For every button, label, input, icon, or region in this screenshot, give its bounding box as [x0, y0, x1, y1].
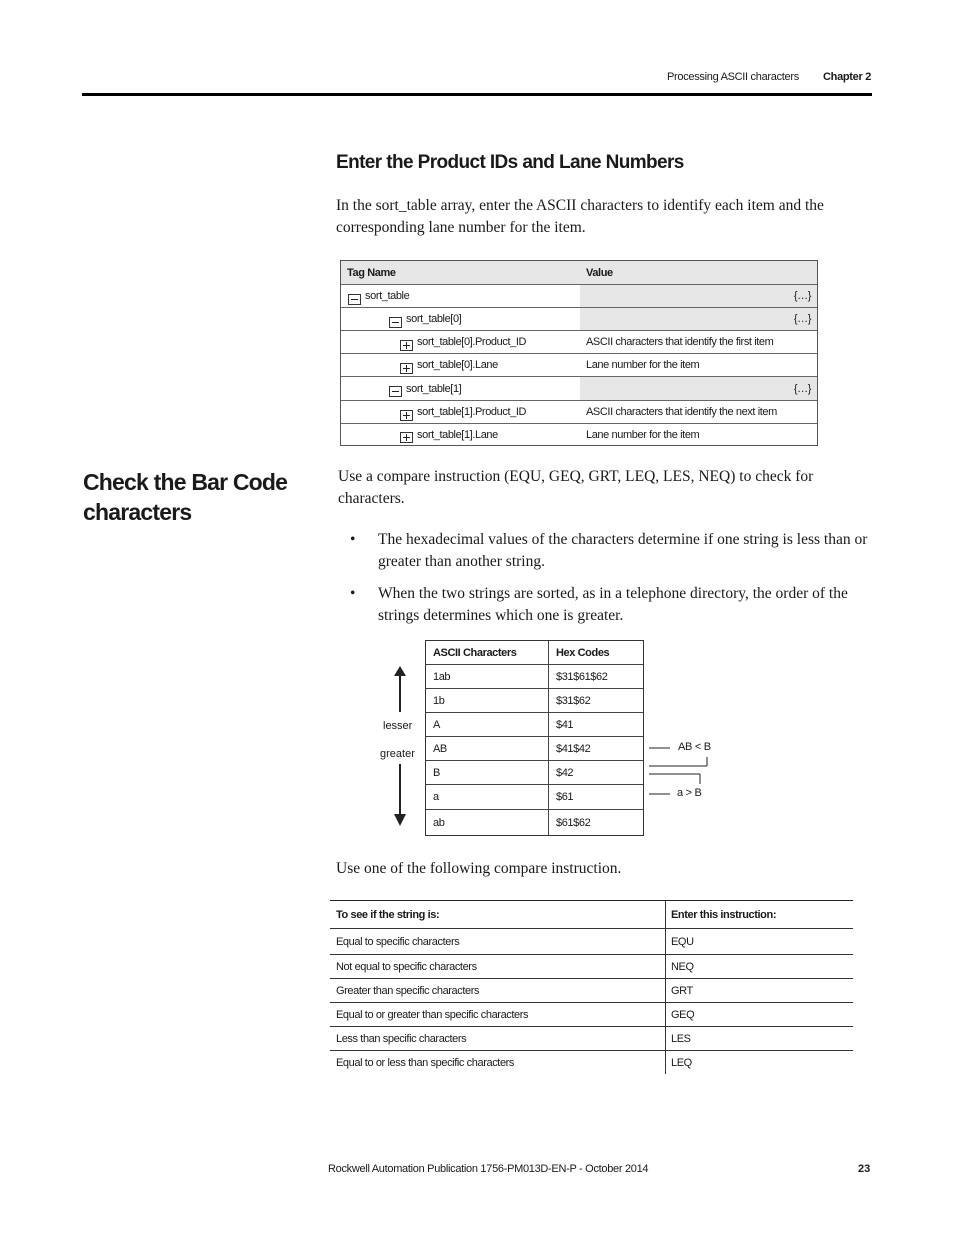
ascii-hex-cell: $41$42 — [556, 742, 591, 755]
ascii-table-row — [426, 688, 643, 712]
ascii-table-row — [426, 784, 643, 809]
running-header-section: Processing ASCII characters — [667, 71, 799, 83]
expand-icon[interactable] — [400, 363, 413, 374]
ascii-table-row — [426, 809, 643, 835]
tag-name: sort_table — [365, 290, 410, 302]
expand-icon[interactable] — [400, 340, 413, 351]
instruction-header-instruction: Enter this instruction: — [671, 908, 777, 921]
bullet-item: The hexadecimal values of the characters determine if one string is less than or greater than another string. — [378, 531, 868, 570]
footer-publication: Rockwell Automation Publication 1756-PM013D-EN-P - October 2014 — [328, 1163, 649, 1175]
instruction-table-row — [330, 954, 853, 978]
tag-value-cell: ASCII characters that identify the next item — [586, 406, 777, 418]
label-greater: greater — [380, 748, 415, 760]
expand-icon[interactable] — [400, 410, 413, 421]
tag-table-row — [341, 353, 817, 376]
ascii-chars-cell: ab — [426, 810, 549, 835]
tag-name: sort_table[1].Product_ID — [417, 406, 527, 418]
bullet-item: When the two strings are sorted, as in a telephone directory, the order of the strings determines which one is greater. — [378, 585, 848, 624]
page-number: 23 — [858, 1163, 871, 1175]
condition-cell: Equal to or greater than specific characters — [330, 1003, 666, 1026]
tag-name: sort_table[0] — [406, 313, 462, 325]
tag-value-cell: Lane number for the item — [586, 359, 700, 371]
tag-value-cell: {…} — [580, 377, 817, 400]
instruction-table-row — [330, 1050, 853, 1074]
instruction-table-row — [330, 1002, 853, 1026]
tag-table-row — [341, 284, 817, 307]
running-header-chapter: Chapter 2 — [823, 71, 872, 83]
tag-name: sort_table[1] — [406, 382, 462, 395]
tag-table-row — [341, 423, 817, 445]
tag-name: sort_table[0].Product_ID — [417, 336, 527, 348]
ascii-chars-cell: 1b — [426, 689, 549, 712]
collapse-icon[interactable] — [389, 317, 402, 328]
instruction-cell: GRT — [671, 984, 693, 997]
tag-value-cell: {…} — [580, 308, 817, 330]
tag-name-cell — [341, 331, 580, 353]
ascii-chars-cell: AB — [426, 737, 549, 760]
instruction-table-row — [330, 1026, 853, 1050]
tag-table-row — [341, 376, 817, 400]
tag-name-cell — [341, 354, 580, 376]
ascii-table-row — [426, 712, 643, 736]
ascii-table-row — [426, 760, 643, 784]
condition-cell: Less than specific characters — [330, 1027, 666, 1050]
tag-table-header-name: Tag Name — [347, 266, 396, 279]
collapse-icon[interactable] — [348, 294, 361, 305]
instruction-table — [330, 900, 853, 1074]
instruction-cell: LES — [671, 1032, 691, 1045]
tag-name-cell — [341, 401, 580, 423]
tag-table-row — [341, 400, 817, 423]
condition-cell: Equal to specific characters — [330, 929, 666, 954]
tag-name-cell — [341, 308, 580, 330]
bullet-icon: • — [350, 585, 356, 602]
use-one-paragraph: Use one of the following compare instruction. — [336, 860, 622, 877]
tag-name: sort_table[1].Lane — [417, 428, 498, 441]
tag-name-cell — [341, 285, 580, 307]
annotation-a-greater-b: a > B — [677, 787, 702, 799]
ascii-chars-cell: 1ab — [426, 665, 549, 688]
tag-name-cell — [341, 377, 580, 400]
ascii-table-row — [426, 736, 643, 760]
ascii-hex-cell: $61 — [556, 791, 574, 803]
tag-table — [340, 260, 818, 446]
tag-name-cell — [341, 424, 580, 445]
ascii-header-chars: ASCII Characters — [426, 641, 549, 664]
condition-cell: Not equal to specific characters — [330, 955, 666, 978]
ascii-hex-cell: $41 — [556, 718, 574, 731]
ascii-hex-table — [425, 640, 644, 836]
instruction-cell: LEQ — [671, 1056, 692, 1069]
enter-paragraph: In the sort_table array, enter the ASCII characters to identify each item and the corresponding lane number for the item. — [336, 197, 824, 236]
instruction-table-header-row — [330, 901, 853, 928]
tag-value-cell: {…} — [580, 285, 817, 307]
ascii-hex-cell: $42 — [556, 766, 574, 779]
label-lesser: lesser — [383, 720, 413, 732]
condition-cell: Greater than specific characters — [330, 979, 666, 1002]
section-heading-enter-product-ids: Enter the Product IDs and Lane Numbers — [336, 152, 684, 173]
tag-name: sort_table[0].Lane — [417, 359, 498, 371]
instruction-cell: NEQ — [671, 960, 694, 973]
tag-value-cell: ASCII characters that identify the first item — [586, 336, 774, 348]
ascii-hex-cell: $61$62 — [556, 816, 591, 829]
bullet-icon: • — [350, 531, 356, 548]
sort-order-arrow — [385, 664, 415, 830]
instruction-header-condition: To see if the string is: — [330, 901, 666, 928]
ascii-hex-cell: $31$61$62 — [556, 670, 608, 683]
condition-cell: Equal to or less than specific characters — [330, 1051, 666, 1074]
ascii-table-row — [426, 664, 643, 688]
instruction-table-row — [330, 928, 853, 954]
ascii-chars-cell: B — [426, 761, 549, 784]
ascii-chars-cell: a — [426, 785, 549, 809]
tag-value-cell: Lane number for the item — [586, 428, 700, 441]
ascii-hex-cell: $31$62 — [556, 694, 591, 707]
instruction-cell: GEQ — [671, 1008, 695, 1021]
ascii-header-hex: Hex Codes — [556, 646, 610, 659]
tag-table-row — [341, 330, 817, 353]
collapse-icon[interactable] — [389, 386, 402, 397]
compare-paragraph: Use a compare instruction (EQU, GEQ, GRT, LEQ, LES, NEQ) to check for characters. — [338, 468, 814, 507]
tag-table-header-row — [341, 261, 817, 284]
instruction-table-row — [330, 978, 853, 1002]
tag-table-header-value: Value — [586, 266, 613, 279]
expand-icon[interactable] — [400, 432, 413, 443]
section-heading-check-bar-code: Check the Bar Code characters — [83, 469, 288, 525]
ascii-chars-cell: A — [426, 713, 549, 736]
annotation-ab-less-b: AB < B — [678, 741, 711, 753]
ascii-table-header-row — [426, 641, 643, 664]
header-rule — [82, 93, 872, 96]
instruction-cell: EQU — [671, 935, 694, 948]
tag-table-row — [341, 307, 817, 330]
